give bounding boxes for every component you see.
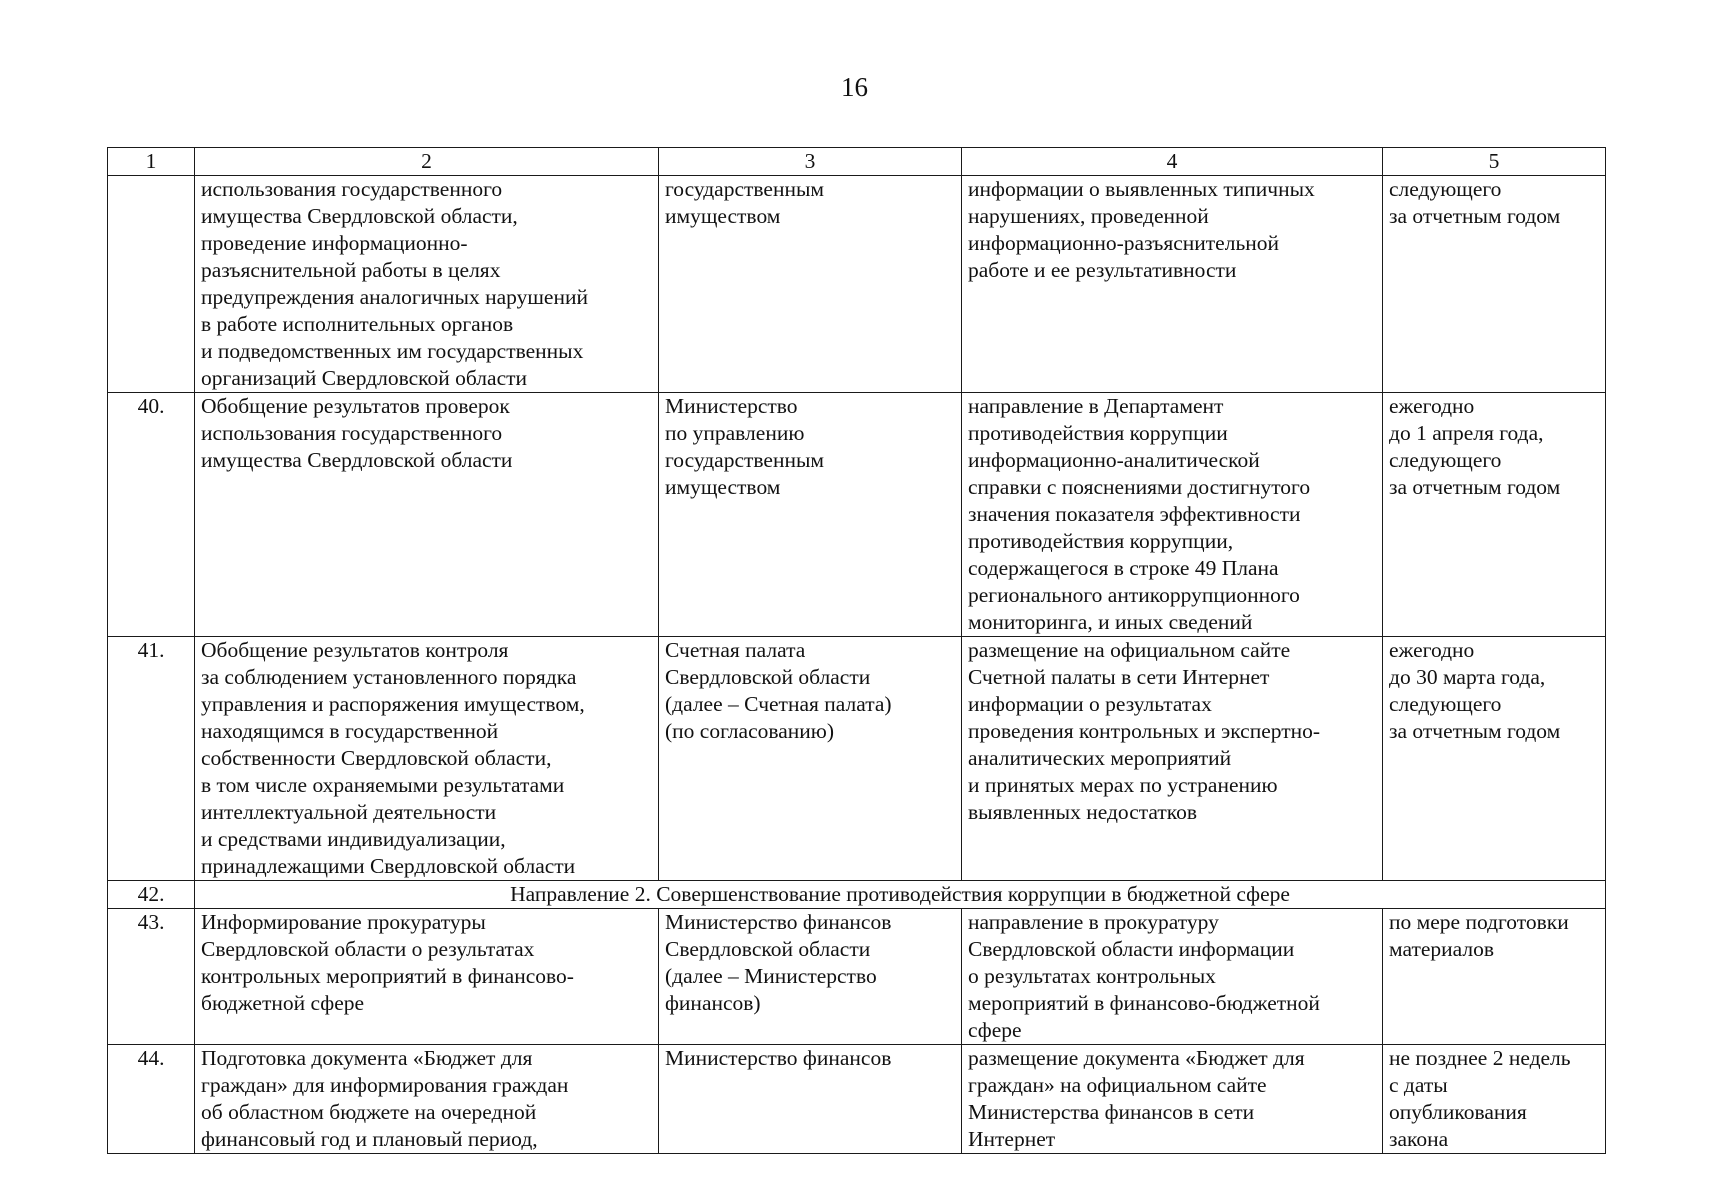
- table-row: [108, 637, 1606, 881]
- result-cell: [962, 1045, 1383, 1154]
- deadline-text: ежегодно до 30 марта года, следующего за отчетным годом: [1389, 638, 1561, 743]
- measure-text: Обобщение результатов контроля за соблюдением установленного порядка управления и распоряжения имуществом, находящимся в государственной собственности Свердловской области, в том числе охраняемыми результатами интеллектуальной деятельности и средствами индивидуализации, принадлежащими Свердловской области: [201, 638, 585, 878]
- executor-cell: [659, 909, 962, 1045]
- measure-text: Информирование прокуратуры Свердловской области о результатах контрольных мероприятий в финансово- бюджетной сфере: [201, 910, 574, 1015]
- section-heading: Направление 2. Совершенствование противодействия коррупции в бюджетной сфере: [195, 881, 1606, 909]
- deadline-cell: [1383, 637, 1606, 881]
- deadline-cell: [1383, 1045, 1606, 1154]
- deadline-cell: [1383, 393, 1606, 637]
- measure-text: использования государственного имущества Свердловской области, проведение информационно- разъяснительной работы в целях предупреждения аналогичных нарушений в работе исполнительных органов и подведомственных им государственных организаций Свердловской области: [201, 177, 588, 390]
- executor-text: Министерство финансов Свердловской области (далее – Министерство финансов): [665, 910, 892, 1015]
- executor-text: Счетная палата Свердловской области (далее – Счетная палата) (по согласованию): [665, 638, 892, 743]
- measure-cell: [195, 909, 659, 1045]
- row-number: 41.: [108, 637, 195, 881]
- executor-text: Министерство финансов: [665, 1046, 892, 1070]
- measure-cell: [195, 393, 659, 637]
- executor-cell: [659, 176, 962, 393]
- executor-cell: [659, 393, 962, 637]
- row-number: 44.: [108, 1045, 195, 1154]
- result-text: направление в Департамент противодействия коррупции информационно-аналитической справки с пояснениями достигнутого значения показателя эффективности противодействия коррупции, содержащегося в строке 49 Плана регионального антикоррупционного мониторинга, и иных сведений: [968, 394, 1311, 634]
- table-row: [108, 176, 1606, 393]
- executor-text: Министерство по управлению государственным имуществом: [665, 394, 825, 499]
- deadline-cell: [1383, 909, 1606, 1045]
- executor-cell: [659, 637, 962, 881]
- column-header-number: 1: [108, 148, 195, 176]
- row-number: [108, 176, 195, 393]
- result-text: направление в прокуратуру Свердловской области информации о результатах контрольных мероприятий в финансово-бюджетной сфере: [968, 910, 1320, 1042]
- executor-text: государственным имуществом: [665, 177, 825, 228]
- result-text: размещение на официальном сайте Счетной палаты в сети Интернет информации о результатах проведения контрольных и экспертно- аналитических мероприятий и принятых мерах по устранению выявленных недостатков: [968, 638, 1321, 824]
- deadline-text: следующего за отчетным годом: [1389, 177, 1561, 228]
- result-cell: [962, 393, 1383, 637]
- section-row: [108, 881, 1606, 909]
- result-text: информации о выявленных типичных нарушениях, проведенной информационно-разъяснительной работе и ее результативности: [968, 177, 1315, 282]
- page-number: 16: [841, 72, 868, 102]
- deadline-text: не позднее 2 недель с даты опубликования закона: [1389, 1046, 1571, 1151]
- column-header-deadline: 5: [1383, 148, 1606, 176]
- table-row: [108, 393, 1606, 637]
- row-number: 42.: [108, 881, 195, 909]
- measure-cell: [195, 1045, 659, 1154]
- deadline-text: по мере подготовки материалов: [1389, 910, 1569, 961]
- deadline-cell: [1383, 176, 1606, 393]
- result-cell: [962, 909, 1383, 1045]
- table-header-row: [108, 148, 1606, 176]
- measure-cell: [195, 176, 659, 393]
- table-row: [108, 1045, 1606, 1154]
- result-cell: [962, 637, 1383, 881]
- deadline-text: ежегодно до 1 апреля года, следующего за отчетным годом: [1389, 394, 1561, 499]
- row-number: 43.: [108, 909, 195, 1045]
- measure-cell: [195, 637, 659, 881]
- column-header-executor: 3: [659, 148, 962, 176]
- measure-text: Обобщение результатов проверок использования государственного имущества Свердловской области: [201, 394, 513, 472]
- measures-table: [107, 147, 1606, 1154]
- column-header-result: 4: [962, 148, 1383, 176]
- row-number: 40.: [108, 393, 195, 637]
- table-row: [108, 909, 1606, 1045]
- measure-text: Подготовка документа «Бюджет для граждан» для информирования граждан об областном бюджете на очередной финансовый год и плановый период,: [201, 1046, 569, 1151]
- result-text: размещение документа «Бюджет для граждан» на официальном сайте Министерства финансов в сети Интернет: [968, 1046, 1305, 1151]
- result-cell: [962, 176, 1383, 393]
- executor-cell: [659, 1045, 962, 1154]
- column-header-measure: 2: [195, 148, 659, 176]
